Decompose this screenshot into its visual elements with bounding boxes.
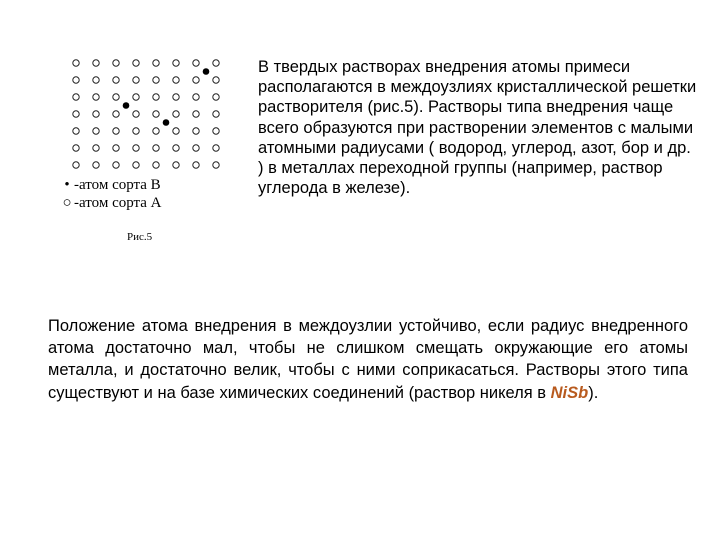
atom-a-circle <box>173 128 179 134</box>
atom-a-circle <box>213 60 219 66</box>
atom-a-circle <box>173 60 179 66</box>
atom-a-circle <box>213 94 219 100</box>
atom-a-circle <box>193 60 199 66</box>
legend-item-atom-b <box>60 177 161 194</box>
atom-a-circle <box>93 145 99 151</box>
atom-a-circle <box>153 128 159 134</box>
atom-a-circle <box>93 111 99 117</box>
atom-a-circle <box>133 145 139 151</box>
crystal-lattice-diagram <box>60 55 240 170</box>
atom-b-dot <box>123 102 130 109</box>
legend-label-b: -атом сорта В <box>74 177 161 193</box>
atom-a-circle <box>133 128 139 134</box>
atom-a-circle <box>113 77 119 83</box>
open-circle-icon: ○ <box>62 195 72 211</box>
atom-a-circle <box>93 77 99 83</box>
atom-a-circle <box>93 162 99 168</box>
atom-a-circle <box>213 111 219 117</box>
atom-a-circle <box>113 145 119 151</box>
atom-a-circle <box>173 111 179 117</box>
atom-a-circle <box>213 128 219 134</box>
atom-a-circle <box>153 94 159 100</box>
atom-a-circle <box>93 60 99 66</box>
atom-a-circle <box>113 60 119 66</box>
filled-dot-icon: • <box>64 177 70 193</box>
atom-a-circle <box>153 77 159 83</box>
compound-highlight: NiSb <box>550 383 589 402</box>
paragraph-interstitial-solutions: В твердых растворах внедрения атомы примеси располагаются в междоузлиях кристаллической решетки растворителя (рис.5). Растворы типа внедрения чаще всего образуются при растворении элементов с малыми атомными радиусами ( водород, углерод, азот, бор и др. ) в металлах переходной группы (например, раствор углерода в железе). <box>258 58 697 198</box>
atom-a-circle <box>73 128 79 134</box>
atom-a-circle <box>213 77 219 83</box>
atom-a-circle <box>73 94 79 100</box>
atom-a-circle <box>153 60 159 66</box>
atom-b-dot <box>203 68 210 75</box>
atom-a-circle <box>113 162 119 168</box>
atom-b-dot <box>163 119 170 126</box>
atom-a-circle <box>113 128 119 134</box>
paragraph-2-tail: ). <box>588 383 599 402</box>
atom-a-circle <box>133 60 139 66</box>
atom-a-circle <box>193 162 199 168</box>
legend-label-a: -атом сорта А <box>74 195 162 211</box>
atom-a-circle <box>173 162 179 168</box>
atom-a-circle <box>113 111 119 117</box>
paragraph-2-text: Положение атома внедрения в междоузлии устойчиво, если радиус внедренного атома достаточно мал, чтобы не слишком смещать окружающие его атомы металла, и достаточно велик, чтобы с ними соприкасаться. Растворы этого типа существуют и на базе химических соединений (раствор никеля в <box>48 317 688 402</box>
atom-a-circle <box>213 145 219 151</box>
atom-a-circle <box>193 145 199 151</box>
atom-a-circle <box>193 94 199 100</box>
atom-a-circle <box>193 128 199 134</box>
atom-a-circle <box>133 94 139 100</box>
atom-a-circle <box>73 111 79 117</box>
atom-a-circle <box>93 94 99 100</box>
atom-a-circle <box>93 128 99 134</box>
atom-a-circle <box>133 162 139 168</box>
atom-a-circle <box>153 162 159 168</box>
atom-a-circle <box>173 77 179 83</box>
atom-a-circle <box>173 145 179 151</box>
atom-a-circle <box>73 60 79 66</box>
atom-a-circle <box>73 162 79 168</box>
atom-a-circle <box>73 145 79 151</box>
atom-a-circle <box>173 94 179 100</box>
atom-a-circle <box>193 77 199 83</box>
atom-a-circle <box>133 77 139 83</box>
legend-item-atom-a <box>60 195 162 212</box>
atom-a-circle <box>153 111 159 117</box>
atom-a-circle <box>193 111 199 117</box>
atom-a-circle <box>113 94 119 100</box>
atom-a-circle <box>133 111 139 117</box>
atom-a-circle <box>153 145 159 151</box>
figure-caption: Рис.5 <box>127 231 153 243</box>
paragraph-interstitial-stability <box>48 315 688 404</box>
figure-5 <box>60 55 240 255</box>
atom-a-circle <box>213 162 219 168</box>
atom-a-circle <box>73 77 79 83</box>
